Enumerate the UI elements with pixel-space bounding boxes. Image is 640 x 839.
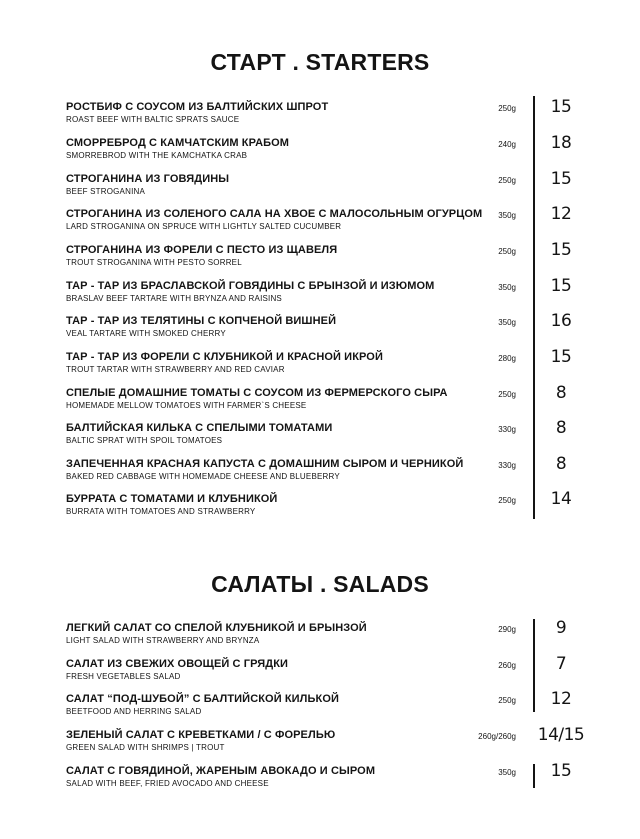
menu-item <box>66 761 586 795</box>
item-name: ЗАПЕЧЕННАЯ КРАСНАЯ КАПУСТА С ДОМАШНИМ СЫРОМ И ЧЕРНИКОЙ <box>66 458 464 470</box>
item-weight: 250g <box>498 176 516 185</box>
item-weight: 330g <box>498 461 516 470</box>
item-description: BAKED RED CABBAGE WITH HOMEMADE CHEESE AND BLUEBERRY <box>66 472 340 481</box>
salads-section-title: САЛАТЫ . SALADS <box>211 571 429 597</box>
menu-item <box>66 97 586 131</box>
item-name: СПЕЛЫЕ ДОМАШНИЕ ТОМАТЫ С СОУСОМ ИЗ ФЕРМЕРСКОГО СЫРА <box>66 387 448 399</box>
menu-item <box>66 383 586 417</box>
item-weight: 350g <box>498 211 516 220</box>
item-price: 14/15 <box>537 725 585 745</box>
item-name: СТРОГАНИНА ИЗ СОЛЕНОГО САЛА НА ХВОЕ С МАЛОСОЛЬНЫМ ОГУРЦОМ <box>66 208 483 220</box>
item-price: 16 <box>550 311 572 331</box>
item-weight: 250g <box>498 496 516 505</box>
item-price: 8 <box>555 454 567 474</box>
menu-item <box>66 725 586 759</box>
item-weight: 280g <box>498 354 516 363</box>
item-name: БУРРАТА С ТОМАТАМИ И КЛУБНИКОЙ <box>66 493 278 505</box>
menu-item <box>66 489 586 523</box>
menu-item <box>66 240 586 274</box>
item-description: TROUT TARTAR WITH STRAWBERRY AND RED CAVIAR <box>66 365 285 374</box>
menu-item <box>66 654 586 688</box>
item-weight: 240g <box>498 140 516 149</box>
item-description: ROAST BEEF WITH BALTIC SPRATS SAUCE <box>66 115 240 124</box>
item-name: РОСТБИФ С СОУСОМ ИЗ БАЛТИЙСКИХ ШПРОТ <box>66 101 329 113</box>
item-name: ЛЕГКИЙ САЛАТ СО СПЕЛОЙ КЛУБНИКОЙ И БРЫНЗОЙ <box>66 622 367 634</box>
item-name: САЛАТ ИЗ СВЕЖИХ ОВОЩЕЙ С ГРЯДКИ <box>66 658 289 670</box>
item-description: BALTIC SPRAT WITH SPOIL TOMATOES <box>66 436 223 445</box>
menu-item <box>66 347 586 381</box>
item-description: VEAL TARTARE WITH SMOKED CHERRY <box>66 329 226 338</box>
item-weight: 250g <box>498 104 516 113</box>
item-price: 18 <box>550 133 572 153</box>
menu-item <box>66 133 586 167</box>
item-price: 12 <box>550 689 572 709</box>
item-description: GREEN SALAD WITH SHRIMPS | TROUT <box>66 743 225 752</box>
item-weight: 260g <box>498 661 516 670</box>
menu-item <box>66 418 586 452</box>
item-name: ЗЕЛЕНЫЙ САЛАТ С КРЕВЕТКАМИ / С ФОРЕЛЬЮ <box>66 729 336 741</box>
item-price: 15 <box>550 761 572 781</box>
item-weight: 250g <box>498 696 516 705</box>
item-price: 8 <box>555 418 567 438</box>
item-price: 15 <box>550 169 572 189</box>
item-name: САЛАТ С ГОВЯДИНОЙ, ЖАРЕНЫМ АВОКАДО И СЫРОМ <box>66 765 376 777</box>
item-weight: 250g <box>498 390 516 399</box>
item-weight: 350g <box>498 283 516 292</box>
item-weight: 260g/260g <box>478 732 516 741</box>
item-description: SMORREBROD WITH THE KAMCHATKA CRAB <box>66 151 248 160</box>
menu-item <box>66 618 586 652</box>
item-name: СТРОГАНИНА ИЗ ГОВЯДИНЫ <box>66 173 230 185</box>
menu-item <box>66 311 586 345</box>
starters-section-title: СТАРТ . STARTERS <box>210 49 430 75</box>
item-description: BEEF STROGANINA <box>66 187 146 196</box>
item-price: 14 <box>550 489 572 509</box>
item-weight: 350g <box>498 768 516 777</box>
item-name: САЛАТ “ПОД-ШУБОЙ” С БАЛТИЙСКОЙ КИЛЬКОЙ <box>66 693 339 705</box>
menu-item <box>66 169 586 203</box>
item-name: СМОРРЕБРОД С КАМЧАТСКИМ КРАБОМ <box>66 137 290 149</box>
item-price: 8 <box>555 383 567 403</box>
item-description: LARD STROGANINA ON SPRUCE WITH LIGHTLY SALTED CUCUMBER <box>66 222 342 231</box>
item-name: ТАР - ТАР ИЗ ФОРЕЛИ С КЛУБНИКОЙ И КРАСНОЙ ИКРОЙ <box>66 351 383 363</box>
item-description: BRASLAV BEEF TARTARE WITH BRYNZA AND RAISINS <box>66 294 282 303</box>
item-price: 15 <box>550 97 572 117</box>
item-description: FRESH VEGETABLES SALAD <box>66 672 181 681</box>
item-price: 9 <box>555 618 567 638</box>
item-weight: 290g <box>498 625 516 634</box>
menu-item <box>66 689 586 723</box>
item-description: BEETFOOD AND HERRING SALAD <box>66 707 202 716</box>
item-price: 15 <box>550 240 572 260</box>
item-description: HOMEMADE MELLOW TOMATOES WITH FARMER`S CHEESE <box>66 401 307 410</box>
item-name: ТАР - ТАР ИЗ БРАСЛАВСКОЙ ГОВЯДИНЫ С БРЫНЗОЙ И ИЗЮМОМ <box>66 280 435 292</box>
menu-item <box>66 204 586 238</box>
item-name: БАЛТИЙСКАЯ КИЛЬКА С СПЕЛЫМИ ТОМАТАМИ <box>66 422 333 434</box>
item-price: 12 <box>550 204 572 224</box>
item-weight: 330g <box>498 425 516 434</box>
menu-item <box>66 276 586 310</box>
item-description: BURRATA WITH TOMATOES AND STRAWBERRY <box>66 507 256 516</box>
item-weight: 250g <box>498 247 516 256</box>
item-description: LIGHT SALAD WITH STRAWBERRY AND BRYNZA <box>66 636 260 645</box>
item-weight: 350g <box>498 318 516 327</box>
menu-item <box>66 454 586 488</box>
item-description: TROUT STROGANINA WITH PESTO SORREL <box>66 258 242 267</box>
item-name: СТРОГАНИНА ИЗ ФОРЕЛИ С ПЕСТО ИЗ ЩАВЕЛЯ <box>66 244 338 256</box>
item-name: ТАР - ТАР ИЗ ТЕЛЯТИНЫ С КОПЧЕНОЙ ВИШНЕЙ <box>66 315 337 327</box>
item-price: 15 <box>550 276 572 296</box>
item-description: SALAD WITH BEEF, FRIED AVOCADO AND CHEESE <box>66 779 269 788</box>
item-price: 15 <box>550 347 572 367</box>
item-price: 7 <box>555 654 567 674</box>
